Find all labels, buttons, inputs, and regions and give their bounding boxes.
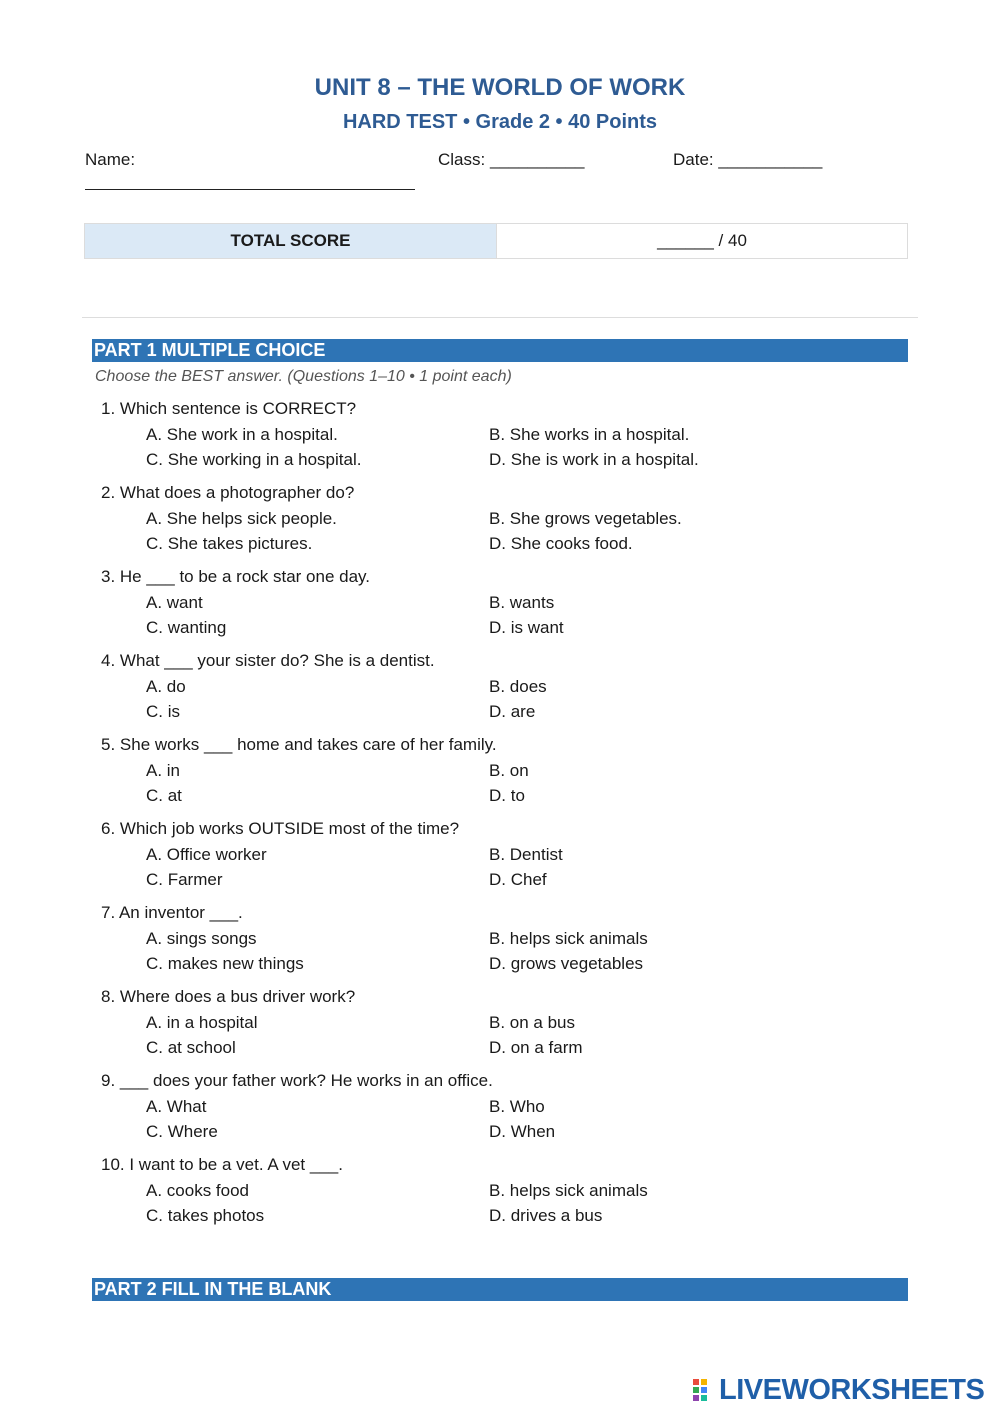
option-b[interactable]: B. wants <box>489 593 555 612</box>
liveworksheets-logo-text: LIVEWORKSHEETS <box>719 1373 985 1406</box>
option-a[interactable]: A. want <box>146 593 203 612</box>
question-stem: 9. ___ does your father work? He works in an office. <box>101 1071 493 1090</box>
option-d[interactable]: D. are <box>489 702 536 721</box>
option-a[interactable]: A. cooks food <box>146 1181 250 1200</box>
option-a[interactable]: A. Office worker <box>146 845 267 864</box>
question-stem: 10. I want to be a vet. A vet ___. <box>101 1155 343 1174</box>
option-b[interactable]: B. helps sick animals <box>489 1181 648 1200</box>
option-d[interactable]: D. to <box>489 786 525 805</box>
question-8 <box>0 986 1000 1070</box>
option-d[interactable]: D. Chef <box>489 870 547 889</box>
question-1 <box>0 398 1000 482</box>
total-score-table <box>84 223 908 259</box>
option-c[interactable]: C. Farmer <box>146 870 223 889</box>
option-b[interactable]: B. Dentist <box>489 845 563 864</box>
option-d[interactable]: D. When <box>489 1122 556 1141</box>
question-stem: 6. Which job works OUTSIDE most of the time? <box>101 819 460 838</box>
question-stem: 2. What does a photographer do? <box>101 483 355 502</box>
class-field[interactable]: Class: __________ <box>438 150 585 169</box>
option-d[interactable]: D. on a farm <box>489 1038 583 1057</box>
option-a[interactable]: A. sings songs <box>146 929 257 948</box>
option-c[interactable]: C. at <box>146 786 182 805</box>
question-9 <box>0 1070 1000 1154</box>
option-b[interactable]: B. does <box>489 677 547 696</box>
name-input-line[interactable] <box>85 189 415 190</box>
option-d[interactable]: D. She is work in a hospital. <box>489 450 699 469</box>
question-7 <box>0 902 1000 986</box>
option-a[interactable]: A. What <box>146 1097 207 1116</box>
option-c[interactable]: C. takes photos <box>146 1206 265 1225</box>
option-b[interactable]: B. She works in a hospital. <box>489 425 690 444</box>
liveworksheets-logo-icon <box>693 1379 715 1401</box>
option-b[interactable]: B. on a bus <box>489 1013 576 1032</box>
option-c[interactable]: C. makes new things <box>146 954 304 973</box>
date-field[interactable]: Date: ___________ <box>673 150 823 169</box>
question-stem: 5. She works ___ home and takes care of her family. <box>101 735 497 754</box>
part2-header: PART 2 FILL IN THE BLANK <box>92 1278 908 1301</box>
divider <box>82 317 918 318</box>
question-stem: 8. Where does a bus driver work? <box>101 987 356 1006</box>
question-4 <box>0 650 1000 734</box>
option-c[interactable]: C. Where <box>146 1122 218 1141</box>
question-2 <box>0 482 1000 566</box>
total-score-value[interactable]: ______ / 40 <box>657 231 747 250</box>
option-a[interactable]: A. She work in a hospital. <box>146 425 338 444</box>
worksheet-title: UNIT 8 – THE WORLD OF WORK <box>314 74 686 101</box>
total-score-label: TOTAL SCORE <box>85 224 497 258</box>
liveworksheets-logo[interactable] <box>693 1374 984 1406</box>
part1-instruction: Choose the BEST answer. (Questions 1–10 • 1 point each) <box>95 368 512 385</box>
question-stem: 7. An inventor ___. <box>101 903 243 922</box>
option-c[interactable]: C. wanting <box>146 618 227 637</box>
question-list <box>0 398 1000 1238</box>
option-c[interactable]: C. She takes pictures. <box>146 534 313 553</box>
option-a[interactable]: A. do <box>146 677 186 696</box>
question-5 <box>0 734 1000 818</box>
question-stem: 3. He ___ to be a rock star one day. <box>101 567 371 586</box>
question-3 <box>0 566 1000 650</box>
question-6 <box>0 818 1000 902</box>
question-10 <box>0 1154 1000 1238</box>
option-d[interactable]: D. grows vegetables <box>489 954 644 973</box>
option-d[interactable]: D. drives a bus <box>489 1206 603 1225</box>
question-stem: 1. Which sentence is CORRECT? <box>101 399 357 418</box>
worksheet-subtitle: HARD TEST • Grade 2 • 40 Points <box>342 111 658 133</box>
option-c[interactable]: C. is <box>146 702 180 721</box>
option-d[interactable]: D. is want <box>489 618 564 637</box>
option-b[interactable]: B. She grows vegetables. <box>489 509 682 528</box>
part1-header: PART 1 MULTIPLE CHOICE <box>92 339 908 362</box>
question-stem: 4. What ___ your sister do? She is a dentist. <box>101 651 435 670</box>
option-d[interactable]: D. She cooks food. <box>489 534 633 553</box>
option-c[interactable]: C. She working in a hospital. <box>146 450 362 469</box>
name-label: Name: <box>85 150 136 169</box>
option-c[interactable]: C. at school <box>146 1038 236 1057</box>
option-a[interactable]: A. in <box>146 761 181 780</box>
option-b[interactable]: B. on <box>489 761 529 780</box>
option-a[interactable]: A. in a hospital <box>146 1013 258 1032</box>
option-a[interactable]: A. She helps sick people. <box>146 509 337 528</box>
option-b[interactable]: B. helps sick animals <box>489 929 648 948</box>
option-b[interactable]: B. Who <box>489 1097 545 1116</box>
